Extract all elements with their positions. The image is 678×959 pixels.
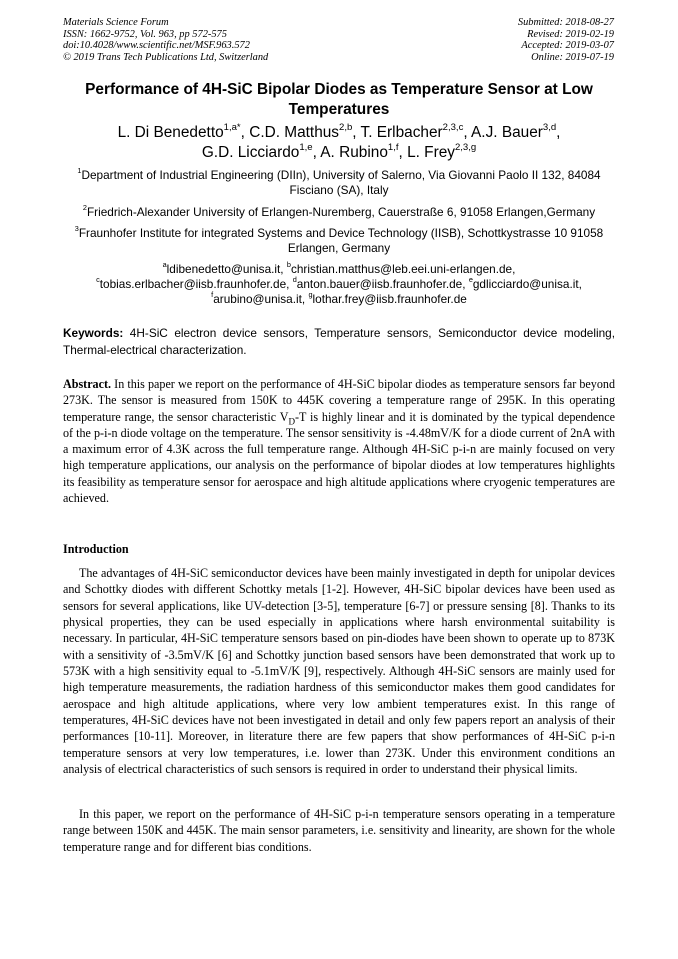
doi: doi:10.4028/www.scientific.net/MSF.963.572 — [63, 40, 250, 52]
online-date: Online: 2019-07-19 — [531, 51, 614, 63]
affiliation-2: $^2$Friedrich-Alexander University of Erlangen-Nuremberg, Cauerstraße 6, 91058 Erlangen,Germany — [82, 203, 596, 219]
author: A. Rubino$^{1,f}$, — [320, 141, 408, 161]
email-link[interactable]: $^b$christian.matthus@leb.eei.uni-erlangen.de, — [286, 260, 516, 276]
email-link[interactable]: $^g$lothar.frey@iisb.fraunhofer.de — [308, 290, 467, 306]
submitted-date: Submitted: 2018-08-27 — [517, 17, 614, 28]
intro-paragraph-1: The advantages of 4H-SiC semiconductor devices have been mainly investigated in depth for unipolar devices and Schottky diodes with different Schottky metals [1-2]. However, 4H-SiC bipolar devices have been used as sensors for several applications, like UV-detection [3-5], temperature [6-7] or pressure sensing [8]. Thanks to its physical properties, they can be used especially in applications where harsh environmental suitability is necessary. In particular, 4H-SiC temperature sensors based on pin-diodes have been shown to operate up to 873K with a sensitivity of -3.5mV/K [6] and Schottky junction based sensors have been demonstrated that work up to 573K with a high sensitivity equal to -5.1mV/K [9], respectively. Although 4H-SiC sensors are mainly used for high temperature measurements, the radiation hardness of this semiconductor makes them good candidates for aerospace and high altitude applications, where very low ambient temperatures exist. In this range of temperatures, 4H-SiC devices have not been investigated in detail and only few papers report an analysis of their performances [10-11]. Moreover, in literature there are few papers that show performances of 4H-SiC p-i-n temperature sensors at very low temperatures, i.e. lower than 273K. Under this environment conditions an analysis of electrical characteristics of such sensors is required in order to understand their physical limits. — [63, 566, 615, 777]
email-line-3 — [63, 292, 615, 307]
issn-volume: ISSN: 1662-9752, Vol. 963, pp 572-575 — [63, 28, 227, 40]
author-list — [63, 123, 615, 163]
email-link[interactable]: $^f$arubino@unisa.it, — [211, 290, 309, 306]
abstract-label: Abstract. — [63, 377, 112, 391]
accepted-date: Accepted: 2019-03-07 — [521, 40, 614, 52]
author-line-1 — [63, 123, 615, 143]
keywords-label: Keywords: — [63, 326, 124, 340]
author: C.D. Matthus$^{2,b}$, — [249, 121, 361, 141]
journal-header-left — [63, 17, 268, 63]
copyright: © 2019 Trans Tech Publications Ltd, Switzerland — [63, 51, 269, 63]
keywords-text: 4H-SiC electron device sensors, Temperature sensors, Semiconductor device modeling, Thermal-electrical characterization. — [63, 326, 615, 357]
paper-title: Performance of 4H-SiC Bipolar Diodes as Temperature Sensor at Low Temperatures — [85, 81, 593, 118]
abstract: Abstract. In this paper we report on the performance of 4H-SiC bipolar diodes as temperature sensors far beyond 273K. The sensor is measured from 150K to 445K covering a temperature range of 295K. In this operating temperature range, the sensor characteristic $V_D-T$ is highly linear and it is dominated by the typical dependence of the p-i-n diode voltage on the temperature. The sensor sensitivity is -4.48mV/K for a diode current of 2nA with a maximum error of 4.3K across the full temperature range. Although 4H-SiC p-i-n are mainly focused on very high temperature applications, our analysis on the performance of bipolar diodes at low temperatures highlights its feasibility as temperature sensor for aerospace and high altitude applications where cryogenic temperatures are achieved. — [63, 377, 616, 506]
affiliation-1: $^1$Department of Industrial Engineering (DIIn), University of Salerno, Via Giovanni Paolo II 132, 84084 Fisciano (SA), Italy — [77, 166, 601, 197]
author: T. Erlbacher$^{2,3,c}$, — [360, 121, 472, 141]
author: A.J. Bauer$^{3,d}$, — [471, 121, 561, 141]
affiliation-3: $^3$Fraunhofer Institute for integrated Systems and Device Technology (IISB), Schottkystrasse 10 91058 Erlangen, Germany — [74, 224, 604, 255]
email-link[interactable]: $^d$anton.bauer@iisb.fraunhofer.de, — [292, 275, 469, 291]
journal-name: Materials Science Forum — [63, 17, 169, 28]
revised-date: Revised: 2019-02-19 — [527, 28, 614, 40]
email-link[interactable]: $^c$tobias.erlbacher@iisb.fraunhofer.de, — [96, 275, 293, 291]
intro-paragraph-2: In this paper, we report on the performance of 4H-SiC p-i-n temperature sensors operating in a temperature range between 150K and 445K. The main sensor parameters, i.e. sensitivity and linearity, are shown for the whole temperature range and for different bias conditions. — [63, 807, 615, 854]
keywords — [63, 325, 615, 358]
author: L. Di Benedetto$^{1,a*}$, — [117, 121, 250, 141]
author-line-2 — [63, 143, 615, 163]
author: G.D. Licciardo$^{1,e}$, — [201, 141, 321, 161]
email-line-1 — [63, 262, 615, 277]
section-heading-introduction: Introduction — [63, 542, 129, 556]
email-line-2 — [63, 277, 615, 292]
journal-header-right — [518, 17, 614, 63]
email-link[interactable]: $^e$gdlicciardo@unisa.it, — [468, 275, 582, 291]
author: L. Frey$^{2,3,g}$ — [407, 141, 477, 161]
author-emails — [63, 262, 615, 307]
email-link[interactable]: $^a$ldibenedetto@unisa.it, — [162, 260, 287, 276]
